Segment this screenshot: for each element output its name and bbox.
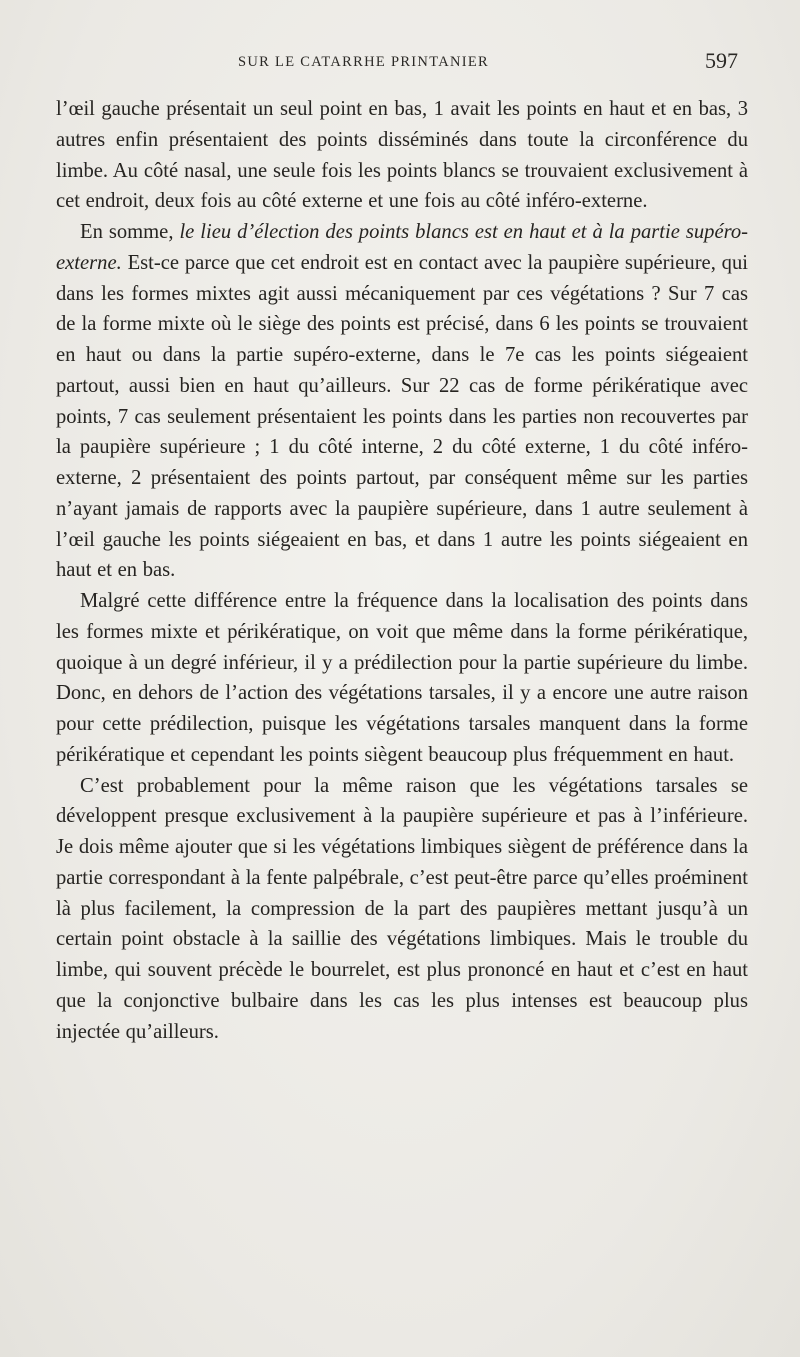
paragraph-malgre: Malgré cette différence entre la fréquence dans la localisation des points dans les formes mixte et périkératique, on voit que même dans la forme périkératique, quoique à un degré inférieur, il y a prédilection pour la partie supérieure du limbe. Donc, en dehors de l’action des végétations tarsales, il y a encore une autre raison pour cette prédilection, puisque les végétations tarsales manquent dans la forme périkératique et cependant les points siègent beaucoup plus fréquemment en haut. [56,590,748,766]
paragraph-rest: Est-ce parce que cet endroit est en contact avec la paupière supérieure, qui dans les formes mixtes agit aussi mécaniquement par ces végétations ? Sur 7 cas de la forme mixte où le siège des points est précisé, dans 6 les points se trouvaient en haut ou dans la partie supéro-externe, dans le 7e cas les points siégeaient partout, aussi bien en haut qu’ailleurs. Sur 22 cas de forme périkératique avec points, 7 cas seulement présentaient les points dans les parties non recouvertes par la paupière supérieure ; 1 du côté interne, 2 du côté externe, 1 du côté inféro-externe, 2 présentaient des points partout, par conséquent même sur les parties n’ayant jamais de rapports avec la paupière supérieure, dans 1 autre seulement à l’œil gauche les points siégeaient en bas, et dans 1 autre les points siégeaient en haut et en bas. [56,251,748,582]
paragraph-continuation: l’œil gauche présentait un seul point en bas, 1 avait les points en haut et en bas, 3 autres enfin présentaient des points disséminés dans toute la circonférence du limbe. Au côté nasal, une seule fois les points blancs se trouvaient exclusivement à cet endroit, deux fois au côté externe et une fois au côté inféro-externe. [56,98,748,213]
italic-emphasis: le lieu d’élection des points blancs est en haut et à la partie supéro-externe. [56,221,748,274]
page-number: 597 [705,48,738,73]
paragraph-probablement: C’est probablement pour la même raison que les végétations tarsales se développent presque exclusivement à la paupière supérieure et pas à l’inférieure. Je dois même ajouter que si les végétations limbiques siègent de préférence dans la partie correspondant à la fente palpébrale, c’est peut-être parce qu’elles proéminent là plus facilement, la compression de la part des paupières mettant jusqu’à un certain point obstacle à la saillie des végétations limbiques. Mais le trouble du limbe, qui souvent précède le bourrelet, est plus prononcé en haut et c’est en haut que la conjonctive bulbaire dans les cas les plus intenses est beaucoup plus injectée qu’ailleurs. [56,774,748,1043]
paragraph-en-somme [56,217,748,586]
page-header [56,50,736,80]
paragraph-lead: En somme, [80,221,180,243]
running-head: SUR LE CATARRHE PRINTANIER [238,54,490,70]
body-text [56,94,748,1047]
